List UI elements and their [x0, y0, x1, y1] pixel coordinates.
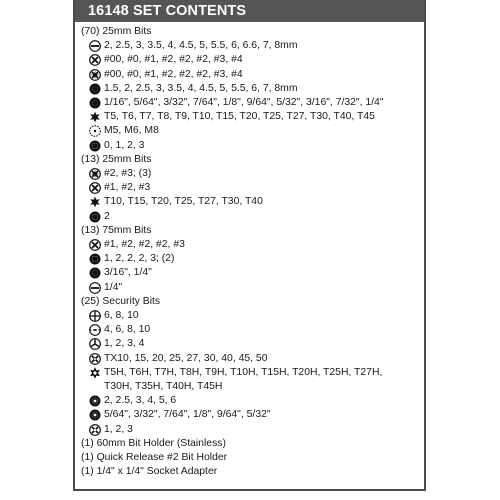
bit-sizes-text: #1, #2, #2, #2, #3	[104, 239, 185, 251]
phillips-icon	[89, 182, 101, 194]
bit-sizes-text: 2, 2.5, 3, 3.5, 4, 4.5, 5, 5.5, 6, 6.6, 7, 8mm	[104, 40, 298, 52]
bit-spec-row	[81, 252, 424, 266]
bit-sizes-text: M5, M6, M8	[104, 125, 159, 137]
bit-sizes-text: T5, T6, T7, T8, T9, T10, T15, T20, T25, T27, T30, T40, T45	[104, 111, 375, 123]
bit-sizes-text: 1, 2, 2, 2, 3; (2)	[104, 253, 175, 265]
bit-sizes-text: T10, T15, T20, T25, T27, T30, T40	[104, 196, 263, 208]
phillips-icon	[89, 54, 101, 66]
spanner-icon	[89, 324, 101, 336]
section-heading-text: (1) Quick Release #2 Bit Holder	[81, 452, 228, 464]
tamper-hex-icon	[89, 395, 101, 407]
tamper-phillips-icon	[89, 424, 101, 436]
bit-sizes-text: 3/16", 1/4"	[104, 267, 152, 279]
bit-spec-row	[81, 394, 424, 408]
bit-spec-row	[81, 53, 424, 67]
tamper-hex-icon	[89, 409, 101, 421]
square-icon	[89, 253, 101, 265]
bit-sizes-text: 1, 2, 3	[104, 423, 133, 435]
pozi-icon	[89, 69, 101, 81]
section-heading	[81, 295, 424, 309]
section-heading-text: (70) 25mm Bits	[81, 26, 152, 37]
section-heading-text: (1) 60mm Bit Holder (Stainless)	[81, 437, 226, 449]
section-heading-text: (13) 75mm Bits	[81, 224, 152, 236]
square-icon	[89, 140, 101, 152]
set-contents-card	[73, 0, 426, 491]
hex-icon	[89, 267, 101, 279]
pozi-icon	[89, 168, 101, 180]
bit-spec-row	[81, 195, 424, 209]
bit-spec-row	[81, 210, 424, 224]
bit-sizes-text: 2, 2.5, 3, 4, 5, 6	[104, 395, 177, 407]
bit-sizes-text: 0, 1, 2, 3	[104, 139, 145, 151]
section-heading	[81, 465, 424, 479]
bit-sizes-text: 6, 8, 10	[104, 310, 139, 322]
bit-sizes-text: T5H, T6H, T7H, T8H, T9H, T10H, T15H, T20H, T25H, T27H, T30H, T35H, T40H, T45H	[104, 366, 383, 393]
slotted-icon	[89, 40, 101, 52]
bit-spec-row	[81, 110, 424, 124]
bit-spec-row	[81, 352, 424, 366]
bit-spec-row	[81, 337, 424, 351]
set-contents-title: 16148 SET CONTENTS	[75, 0, 424, 22]
bit-sizes-text: 1/16", 5/64", 3/32", 7/64", 1/8", 9/64", 5/32", 3/16", 7/32", 1/4"	[104, 97, 384, 109]
phillips-icon	[89, 239, 101, 251]
bit-spec-row	[81, 82, 424, 96]
contents-list	[75, 22, 424, 480]
torx-icon	[89, 111, 101, 123]
section-heading	[81, 153, 424, 167]
bit-sizes-text: 5/64", 3/32", 7/64", 1/8", 9/64", 5/32"	[104, 409, 271, 421]
bit-spec-row	[81, 181, 424, 195]
tamper-torx-icon	[89, 353, 101, 365]
slotted-icon	[89, 282, 101, 294]
bit-sizes-text: 1/4"	[104, 281, 123, 293]
section-heading	[81, 25, 424, 39]
clutch-icon	[89, 310, 101, 322]
bit-spec-row	[81, 139, 424, 153]
bit-spec-row	[81, 68, 424, 82]
tri-wing-icon	[89, 338, 101, 350]
bit-spec-row	[81, 167, 424, 181]
bit-spec-row	[81, 39, 424, 53]
section-heading	[81, 224, 424, 238]
spline-icon	[89, 125, 101, 137]
torx-hole-icon	[89, 367, 101, 379]
section-heading	[81, 437, 424, 451]
section-heading	[81, 451, 424, 465]
hex-icon	[89, 97, 101, 109]
bit-sizes-text: TX10, 15, 20, 25, 27, 30, 40, 45, 50	[104, 352, 268, 364]
bit-spec-row	[81, 309, 424, 323]
section-heading-text: (1) 1/4" x 1/4" Socket Adapter	[81, 466, 218, 478]
bit-sizes-text: #00, #0, #1, #2, #2, #2, #3, #4	[104, 68, 243, 80]
bit-sizes-text: #00, #0, #1, #2, #2, #2, #3, #4	[104, 54, 243, 66]
hex-icon	[89, 83, 101, 95]
torx-icon	[89, 196, 101, 208]
bit-sizes-text: 1.5, 2, 2.5, 3, 3.5, 4, 4.5, 5, 5.5, 6, 7, 8mm	[104, 82, 298, 94]
bit-spec-row	[81, 96, 424, 110]
square-icon	[89, 211, 101, 223]
section-heading-text: (13) 25mm Bits	[81, 153, 152, 165]
bit-spec-row	[81, 323, 424, 337]
bit-sizes-text: 2	[104, 210, 110, 222]
bit-spec-row	[81, 238, 424, 252]
bit-spec-row	[81, 266, 424, 280]
bit-sizes-text: #1, #2, #3	[104, 182, 151, 194]
bit-sizes-text: #2, #3; (3)	[104, 168, 152, 180]
bit-sizes-text: 1, 2, 3, 4	[104, 338, 145, 350]
bit-sizes-text: 4, 6, 8, 10	[104, 324, 151, 336]
bit-spec-row	[81, 366, 424, 394]
bit-spec-row	[81, 423, 424, 437]
bit-spec-row	[81, 281, 424, 295]
bit-spec-row	[81, 124, 424, 138]
section-heading-text: (25) Security Bits	[81, 295, 161, 307]
bit-spec-row	[81, 408, 424, 422]
